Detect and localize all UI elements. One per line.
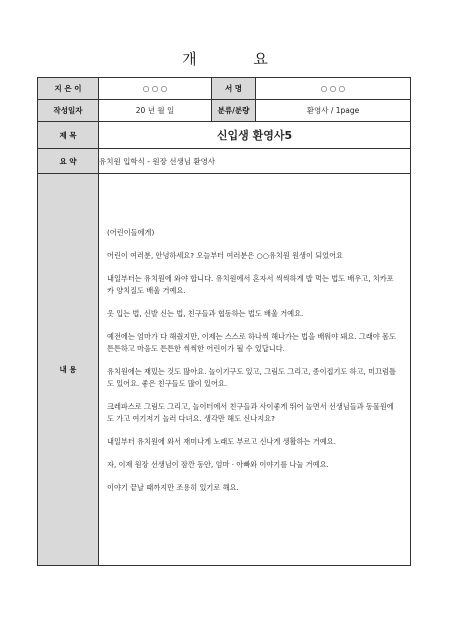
paragraph: (어린이들에게) — [107, 228, 155, 237]
summary-value: 유치원 입학식 - 원장 선생님 환영사 — [99, 149, 411, 174]
author-value: ○ ○ ○ — [99, 78, 212, 100]
content-body — [99, 174, 411, 566]
paragraph: 옷 입는 법, 신발 신는 법, 친구들과 협동하는 법도 배울 거예요. — [107, 309, 304, 318]
overview-form — [37, 77, 411, 566]
paragraph: 유치원에는 재밌는 것도 많아요. 놀이기구도 있고, 그림도 그리고, 종이접기도 하고, 미끄럼틀도 있어요. 좋은 친구들도 많이 있어요. — [107, 367, 396, 388]
date-value: 20 년 월 일 — [99, 100, 212, 122]
category-value: 환영사 / 1page — [256, 100, 411, 122]
paragraph: 자, 이제 원장 선생님이 잠깐 동안, 엄마 · 아빠와 이야기를 나눌 거예요. — [107, 460, 329, 469]
category-label: 분류/분량 — [212, 100, 256, 122]
summary-label: 요 약 — [38, 149, 99, 174]
reviewer-label: 서 명 — [212, 78, 256, 100]
paragraph: 어린이 여러분, 안녕하세요? 오늘부터 여러분은 ○○유치원 원생이 되었어요 — [107, 251, 343, 260]
paragraph: 이야기 끝날 때까지만 조용히 있기로 해요. — [107, 483, 239, 492]
reviewer-value: ○ ○ ○ — [256, 78, 411, 100]
date-label: 작성일자 — [38, 100, 99, 122]
content-label: 내 용 — [38, 174, 99, 566]
paragraph: 크레파스로 그림도 그리고, 놀이터에서 친구들과 사이좋게 뛰어 놀면서 선생님들과 동물원에도 가고 여기저기 놀러 다녀요. 생각만 해도 신나지요? — [107, 402, 394, 423]
title-label: 제 목 — [38, 122, 99, 149]
document-title: 신입생 환영사5 — [99, 122, 411, 149]
paragraph: 내일부터 유치원에 와서 재미나게 노래도 부르고 신나게 생활하는 거예요. — [107, 437, 336, 446]
author-label: 지 은 이 — [38, 78, 99, 100]
paragraph: 내일부터는 유치원에 와야 합니다. 유치원에서 혼자서 씩씩하게 밥 먹는 법도 배우고, 치카포카 양치질도 배울 거예요. — [107, 274, 394, 295]
paragraph: 예전에는 엄마가 다 해줬지만, 이제는 스스로 하나씩 해나가는 법을 배워야 돼요. 그래야 몸도 튼튼하고 마음도 튼튼한 씩씩한 어린이가 될 수 있답니다. — [107, 332, 396, 353]
page-title: 개 요 — [182, 50, 294, 68]
